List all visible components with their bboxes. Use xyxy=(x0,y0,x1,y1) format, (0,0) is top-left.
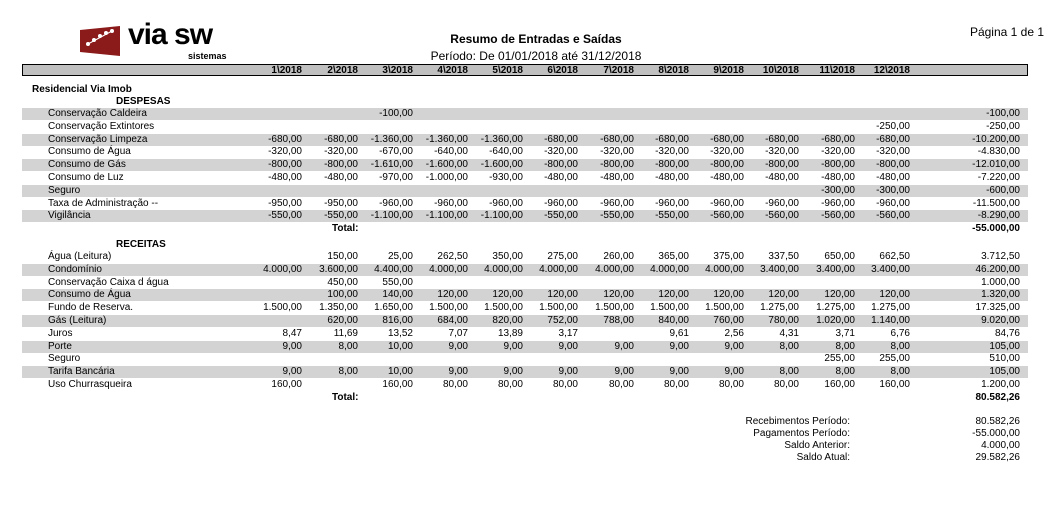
row-value: -320,00 xyxy=(710,146,744,158)
row-value: 650,00 xyxy=(824,251,855,262)
column-header: 7\2018 xyxy=(603,65,634,76)
row-value: -950,00 xyxy=(268,197,302,209)
row-total: 105,00 xyxy=(989,366,1020,378)
row-value: -800,00 xyxy=(600,159,634,171)
row-value: 160,00 xyxy=(271,379,302,390)
row-value: -320,00 xyxy=(655,146,689,158)
row-value: -560,00 xyxy=(765,210,799,222)
row-value: 1.500,00 xyxy=(539,302,578,314)
row-value: 4.000,00 xyxy=(429,263,468,275)
row-value: 350,00 xyxy=(492,251,523,262)
row-value: 8,00 xyxy=(890,366,910,378)
row-value: 80,00 xyxy=(552,379,578,390)
row-value: -480,00 xyxy=(821,172,855,183)
row-value: -960,00 xyxy=(434,197,468,209)
row-value: -480,00 xyxy=(655,172,689,183)
row-value: 1.350,00 xyxy=(319,302,358,314)
row-value: 9,00 xyxy=(448,340,468,352)
row-value: 25,00 xyxy=(387,251,413,262)
row-value: -300,00 xyxy=(876,184,910,196)
row-label: Vigilância xyxy=(48,210,91,222)
row-value: 7,07 xyxy=(448,327,468,339)
row-value: 120,00 xyxy=(658,289,689,301)
row-value: -1.100,00 xyxy=(480,210,523,222)
row-value: -800,00 xyxy=(655,159,689,171)
row-value: -680,00 xyxy=(655,133,689,145)
row-value: 80,00 xyxy=(608,379,634,390)
row-value: -800,00 xyxy=(765,159,799,171)
row-value: 1.020,00 xyxy=(816,315,855,326)
row-total: 3.712,50 xyxy=(981,251,1020,262)
row-value: -960,00 xyxy=(544,197,578,209)
row-value: 752,00 xyxy=(547,315,578,326)
row-value: 3,17 xyxy=(558,327,578,339)
row-value: -680,00 xyxy=(765,133,799,145)
row-value: 1.140,00 xyxy=(871,315,910,326)
row-label: Consumo de Luz xyxy=(48,172,124,183)
row-value: 13,52 xyxy=(387,327,413,339)
row-total: -7.220,00 xyxy=(977,172,1020,183)
row-value: -320,00 xyxy=(821,146,855,158)
row-value: -550,00 xyxy=(544,210,578,222)
row-value: 120,00 xyxy=(879,289,910,301)
row-total: -8.290,00 xyxy=(977,210,1020,222)
row-label: Água (Leitura) xyxy=(48,251,112,262)
row-total: 84,76 xyxy=(994,327,1020,339)
row-value: 100,00 xyxy=(327,289,358,301)
row-value: -480,00 xyxy=(876,172,910,183)
row-total: -10.200,00 xyxy=(972,133,1020,145)
row-value: -680,00 xyxy=(876,133,910,145)
row-value: 4.000,00 xyxy=(595,263,634,275)
row-total: 105,00 xyxy=(989,340,1020,352)
row-value: -960,00 xyxy=(600,197,634,209)
receitas-heading: RECEITAS xyxy=(116,239,166,250)
table-row xyxy=(22,277,1028,289)
row-value: 1.275,00 xyxy=(760,302,799,314)
row-value: 1.500,00 xyxy=(650,302,689,314)
row-value: 80,00 xyxy=(663,379,689,390)
row-value: 160,00 xyxy=(382,379,413,390)
row-value: 262,50 xyxy=(437,251,468,262)
row-value: 375,00 xyxy=(713,251,744,262)
row-value: 260,00 xyxy=(603,251,634,262)
receitas-total-label: Total: xyxy=(332,391,359,403)
row-label: Consumo de Água xyxy=(48,146,131,158)
row-label: Conservação Caixa d água xyxy=(48,276,169,288)
row-value: 3.400,00 xyxy=(871,263,910,275)
row-total: 1.000,00 xyxy=(981,276,1020,288)
row-value: -550,00 xyxy=(324,210,358,222)
row-value: 9,00 xyxy=(724,340,744,352)
row-value: -800,00 xyxy=(268,159,302,171)
row-label: Condomínio xyxy=(48,263,102,275)
row-value: 150,00 xyxy=(327,251,358,262)
column-header: 1\2018 xyxy=(271,65,302,76)
row-value: 255,00 xyxy=(879,353,910,365)
row-value: 450,00 xyxy=(327,276,358,288)
row-value: -670,00 xyxy=(379,146,413,158)
summary-value: 80.582,26 xyxy=(975,416,1020,427)
row-value: -1.100,00 xyxy=(370,210,413,222)
row-value: 160,00 xyxy=(824,379,855,390)
row-value: 9,00 xyxy=(614,340,634,352)
row-value: 1.500,00 xyxy=(705,302,744,314)
row-value: -480,00 xyxy=(710,172,744,183)
row-value: 4.000,00 xyxy=(263,263,302,275)
summary-value: 29.582,26 xyxy=(975,452,1020,463)
row-value: -320,00 xyxy=(600,146,634,158)
row-value: -680,00 xyxy=(600,133,634,145)
row-value: -680,00 xyxy=(324,133,358,145)
row-value: 8,00 xyxy=(779,340,799,352)
row-label: Gás (Leitura) xyxy=(48,315,107,326)
row-total: 9.020,00 xyxy=(981,315,1020,326)
row-value: 8,00 xyxy=(779,366,799,378)
row-value: 1.500,00 xyxy=(595,302,634,314)
column-header: 9\2018 xyxy=(713,65,744,76)
row-value: -680,00 xyxy=(821,133,855,145)
row-value: 80,00 xyxy=(773,379,799,390)
row-label: Consumo de Água xyxy=(48,289,131,301)
row-value: -320,00 xyxy=(544,146,578,158)
row-value: 8,00 xyxy=(338,340,358,352)
despesas-total-label: Total: xyxy=(332,223,359,235)
row-value: 8,47 xyxy=(282,327,302,339)
row-value: 9,00 xyxy=(282,340,302,352)
row-value: 3.400,00 xyxy=(760,263,799,275)
column-header: 12\2018 xyxy=(873,65,910,76)
row-value: 820,00 xyxy=(492,315,523,326)
row-total: -11.500,00 xyxy=(972,197,1020,209)
row-value: -680,00 xyxy=(544,133,578,145)
row-value: 1.275,00 xyxy=(871,302,910,314)
row-value: -960,00 xyxy=(765,197,799,209)
row-value: -480,00 xyxy=(765,172,799,183)
row-label: Conservação Limpeza xyxy=(48,133,148,145)
report-title: Resumo de Entradas e Saídas xyxy=(450,32,622,46)
despesas-total-value: -55.000,00 xyxy=(972,223,1020,235)
row-value: 4.400,00 xyxy=(374,263,413,275)
row-value: 9,00 xyxy=(669,366,689,378)
row-total: 46.200,00 xyxy=(975,263,1020,275)
row-label: Seguro xyxy=(48,353,81,365)
summary-value: -55.000,00 xyxy=(972,428,1020,439)
row-label: Porte xyxy=(48,340,72,352)
row-value: 8,00 xyxy=(835,366,855,378)
row-value: 337,50 xyxy=(768,251,799,262)
row-value: 80,00 xyxy=(718,379,744,390)
row-value: 120,00 xyxy=(768,289,799,301)
row-value: 120,00 xyxy=(824,289,855,301)
row-value: -1.360,00 xyxy=(370,133,413,145)
row-value: -320,00 xyxy=(765,146,799,158)
row-value: 9,00 xyxy=(724,366,744,378)
row-value: -930,00 xyxy=(489,172,523,183)
row-value: -1.610,00 xyxy=(370,159,413,171)
summary-label: Saldo Anterior: xyxy=(784,440,850,451)
row-value: -800,00 xyxy=(710,159,744,171)
row-value: 80,00 xyxy=(442,379,468,390)
row-value: -100,00 xyxy=(379,108,413,119)
summary-label: Pagamentos Período: xyxy=(753,428,850,439)
row-value: -480,00 xyxy=(324,172,358,183)
row-label: Uso Churrasqueira xyxy=(48,379,132,390)
row-value: -800,00 xyxy=(324,159,358,171)
row-value: -550,00 xyxy=(268,210,302,222)
column-header: 4\2018 xyxy=(437,65,468,76)
summary-value: 4.000,00 xyxy=(981,440,1020,451)
despesas-heading: DESPESAS xyxy=(116,96,171,107)
row-value: 255,00 xyxy=(824,353,855,365)
row-value: 4,31 xyxy=(779,327,799,339)
row-value: 120,00 xyxy=(603,289,634,301)
row-value: 140,00 xyxy=(382,289,413,301)
row-value: 4.000,00 xyxy=(539,263,578,275)
row-value: 684,00 xyxy=(437,315,468,326)
row-value: -550,00 xyxy=(655,210,689,222)
row-value: -970,00 xyxy=(379,172,413,183)
row-value: 9,00 xyxy=(669,340,689,352)
row-label: Seguro xyxy=(48,184,81,196)
column-header: 3\2018 xyxy=(382,65,413,76)
logo-subtext: sistemas xyxy=(188,51,227,61)
row-value: 840,00 xyxy=(658,315,689,326)
column-header: 2\2018 xyxy=(327,65,358,76)
row-value: 365,00 xyxy=(658,251,689,262)
row-value: 4.000,00 xyxy=(705,263,744,275)
row-value: 275,00 xyxy=(547,251,578,262)
row-value: 780,00 xyxy=(768,315,799,326)
summary-label: Recebimentos Período: xyxy=(745,416,850,427)
row-value: -560,00 xyxy=(876,210,910,222)
row-value: 3.600,00 xyxy=(319,263,358,275)
row-value: -950,00 xyxy=(324,197,358,209)
row-value: 550,00 xyxy=(382,276,413,288)
logo-text: via sw xyxy=(128,18,213,51)
row-value: 1.500,00 xyxy=(429,302,468,314)
row-value: 816,00 xyxy=(382,315,413,326)
row-value: -480,00 xyxy=(544,172,578,183)
row-total: -250,00 xyxy=(986,120,1020,132)
row-label: Fundo de Reserva. xyxy=(48,302,134,314)
summary-label: Saldo Atual: xyxy=(796,452,850,463)
row-total: 1.320,00 xyxy=(981,289,1020,301)
row-total: -12.010,00 xyxy=(972,159,1020,171)
row-value: -1.360,00 xyxy=(480,133,523,145)
row-label: Consumo de Gás xyxy=(48,159,126,171)
row-value: -800,00 xyxy=(544,159,578,171)
row-total: -4.830,00 xyxy=(977,146,1020,158)
row-total: 510,00 xyxy=(989,353,1020,365)
row-value: -480,00 xyxy=(268,172,302,183)
row-value: 9,00 xyxy=(503,340,523,352)
row-value: 9,00 xyxy=(282,366,302,378)
column-header: 11\2018 xyxy=(819,65,855,76)
row-label: Conservação Extintores xyxy=(48,120,155,132)
row-value: -1.600,00 xyxy=(480,159,523,171)
row-value: -1.100,00 xyxy=(425,210,468,222)
row-value: 8,00 xyxy=(338,366,358,378)
row-value: -480,00 xyxy=(600,172,634,183)
row-value: 8,00 xyxy=(835,340,855,352)
row-value: 1.500,00 xyxy=(263,302,302,314)
receitas-total-value: 80.582,26 xyxy=(975,391,1020,403)
row-label: Juros xyxy=(48,327,73,339)
row-total: 1.200,00 xyxy=(981,379,1020,390)
row-value: 10,00 xyxy=(387,366,413,378)
page-number: Página 1 de 1 xyxy=(969,25,1044,39)
row-value: 4.000,00 xyxy=(650,263,689,275)
row-label: Conservação Caldeira xyxy=(48,108,147,119)
row-value: -560,00 xyxy=(710,210,744,222)
row-value: -560,00 xyxy=(821,210,855,222)
row-total: -100,00 xyxy=(986,108,1020,119)
row-label: Taxa de Administração -- xyxy=(48,197,159,209)
company-name: Residencial Via Imob xyxy=(32,84,132,95)
row-value: 662,50 xyxy=(879,251,910,262)
row-value: 120,00 xyxy=(547,289,578,301)
row-value: -1.000,00 xyxy=(425,172,468,183)
table-row xyxy=(22,108,1028,120)
row-value: 788,00 xyxy=(603,315,634,326)
row-value: -960,00 xyxy=(876,197,910,209)
row-value: -800,00 xyxy=(821,159,855,171)
row-value: 9,61 xyxy=(669,327,689,339)
row-value: 120,00 xyxy=(713,289,744,301)
row-total: 17.325,00 xyxy=(975,302,1020,314)
row-value: 620,00 xyxy=(327,315,358,326)
column-header: 8\2018 xyxy=(658,65,689,76)
row-value: 2,56 xyxy=(724,327,744,339)
row-value: -960,00 xyxy=(655,197,689,209)
row-value: -960,00 xyxy=(821,197,855,209)
row-value: 3,71 xyxy=(835,327,855,339)
column-header: 6\2018 xyxy=(547,65,578,76)
row-value: -320,00 xyxy=(876,146,910,158)
row-value: 3.400,00 xyxy=(816,263,855,275)
row-value: 160,00 xyxy=(879,379,910,390)
row-value: -640,00 xyxy=(489,146,523,158)
row-value: 4.000,00 xyxy=(484,263,523,275)
report-period: Período: De 01/01/2018 até 31/12/2018 xyxy=(430,49,642,63)
row-value: 1.500,00 xyxy=(484,302,523,314)
row-value: 9,00 xyxy=(503,366,523,378)
row-value: -960,00 xyxy=(489,197,523,209)
row-value: 6,76 xyxy=(890,327,910,339)
column-header: 5\2018 xyxy=(492,65,523,76)
row-value: 120,00 xyxy=(437,289,468,301)
row-value: -320,00 xyxy=(324,146,358,158)
row-value: -680,00 xyxy=(710,133,744,145)
row-value: 760,00 xyxy=(713,315,744,326)
row-value: 11,69 xyxy=(333,327,358,339)
row-value: -300,00 xyxy=(821,184,855,196)
row-value: 120,00 xyxy=(492,289,523,301)
row-value: -1.600,00 xyxy=(425,159,468,171)
row-value: -680,00 xyxy=(268,133,302,145)
row-value: -250,00 xyxy=(876,120,910,132)
row-value: 10,00 xyxy=(387,340,413,352)
row-value: -1.360,00 xyxy=(425,133,468,145)
row-value: -960,00 xyxy=(710,197,744,209)
row-total: -600,00 xyxy=(986,184,1020,196)
row-value: 13,89 xyxy=(497,327,523,339)
row-value: 9,00 xyxy=(614,366,634,378)
row-value: 9,00 xyxy=(558,366,578,378)
row-value: -320,00 xyxy=(268,146,302,158)
row-value: -800,00 xyxy=(876,159,910,171)
row-value: 80,00 xyxy=(497,379,523,390)
row-value: 1.650,00 xyxy=(374,302,413,314)
row-value: 9,00 xyxy=(448,366,468,378)
row-value: 1.275,00 xyxy=(816,302,855,314)
row-value: -960,00 xyxy=(379,197,413,209)
row-label: Tarifa Bancária xyxy=(48,366,115,378)
column-header: 10\2018 xyxy=(762,65,799,76)
row-value: -550,00 xyxy=(600,210,634,222)
row-value: 9,00 xyxy=(558,340,578,352)
row-value: 8,00 xyxy=(890,340,910,352)
row-value: -640,00 xyxy=(434,146,468,158)
